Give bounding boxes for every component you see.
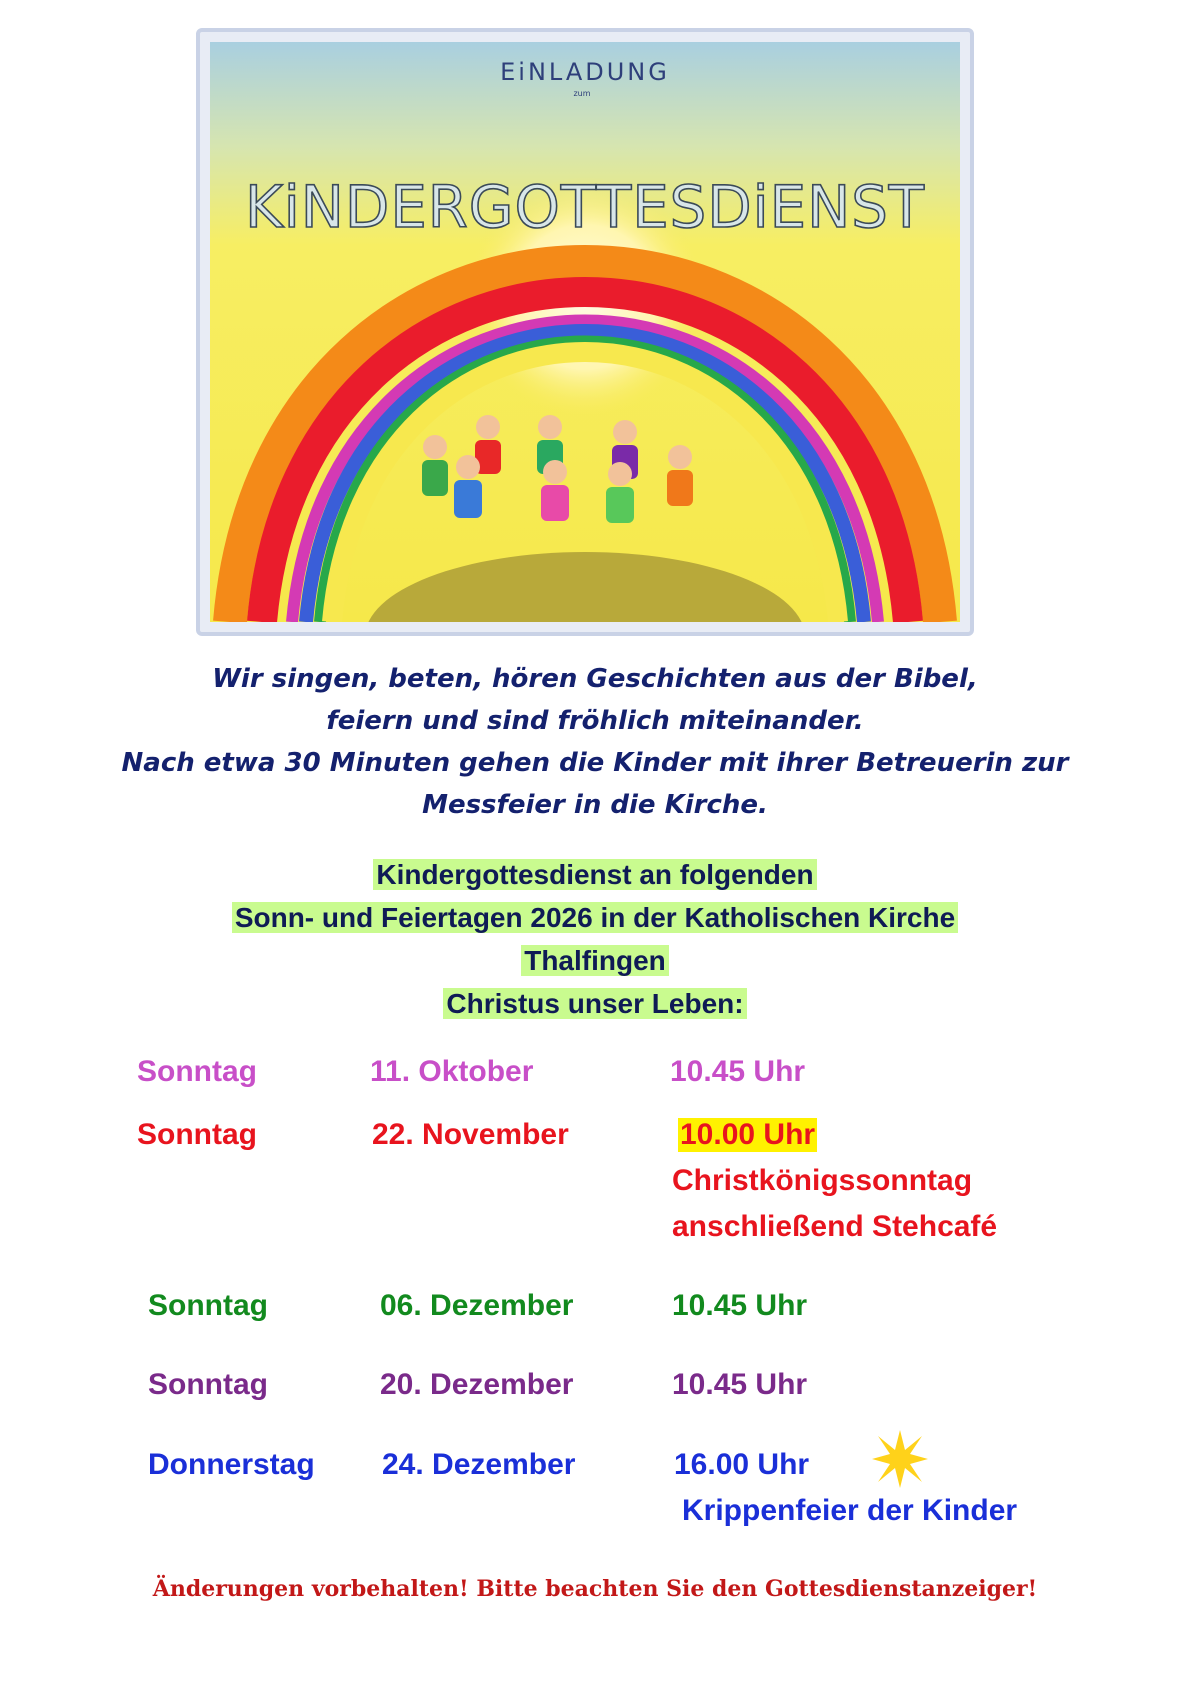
- poster-image: [196, 28, 974, 636]
- schedule-time: 10.45 Uhr: [672, 1368, 808, 1401]
- schedule-time: 10.45 Uhr: [672, 1289, 808, 1322]
- schedule-note: anschließend Stehcafé: [672, 1210, 998, 1243]
- intro-line: feiern und sind fröhlich miteinander.: [326, 706, 864, 736]
- poster-title-zum: zum: [573, 89, 591, 98]
- schedule-date: 11. Oktober: [370, 1055, 534, 1088]
- schedule-day: Sonntag: [148, 1368, 268, 1401]
- schedule-note: Christkönigssonntag: [672, 1164, 973, 1197]
- schedule-date: 06. Dezember: [380, 1289, 574, 1322]
- intro-line: Wir singen, beten, hören Geschichten aus der Bibel,: [212, 664, 978, 694]
- schedule-time: 10.00 Uhr: [680, 1118, 816, 1151]
- schedule-date: 24. Dezember: [382, 1448, 576, 1481]
- intro-text: [60, 658, 1130, 826]
- heading-line: Sonn- und Feiertagen 2026 in der Katholischen Kirche: [232, 902, 958, 933]
- poster-title-kindergottesdienst: KiNDERGOTTESDiENST: [245, 173, 925, 241]
- schedule-day: Sonntag: [137, 1118, 257, 1151]
- footer-note: Änderungen vorbehalten! Bitte beachten Sie den Gottesdienstanzeiger!: [152, 1576, 1038, 1602]
- schedule-time: 10.45 Uhr: [670, 1055, 806, 1088]
- schedule-date: 20. Dezember: [380, 1368, 574, 1401]
- heading-line: Christus unser Leben:: [443, 988, 746, 1019]
- schedule-time: 16.00 Uhr: [674, 1448, 810, 1481]
- schedule-day: Donnerstag: [148, 1448, 315, 1481]
- schedule-heading: [60, 853, 1130, 1025]
- intro-line: Nach etwa 30 Minuten gehen die Kinder mit ihrer Betreuerin zur: [121, 748, 1069, 778]
- poster-title-einladung: EiNLADUNG: [500, 58, 670, 86]
- star-burst-icon: [870, 1428, 930, 1490]
- intro-line: Messfeier in die Kirche.: [422, 790, 768, 820]
- schedule-day: Sonntag: [137, 1055, 257, 1088]
- schedule-note: Krippenfeier der Kinder: [682, 1494, 1018, 1527]
- schedule-date: 22. November: [372, 1118, 569, 1151]
- heading-line: Thalfingen: [521, 945, 669, 976]
- schedule-day: Sonntag: [148, 1289, 268, 1322]
- heading-line: Kindergottesdienst an folgenden: [373, 859, 816, 890]
